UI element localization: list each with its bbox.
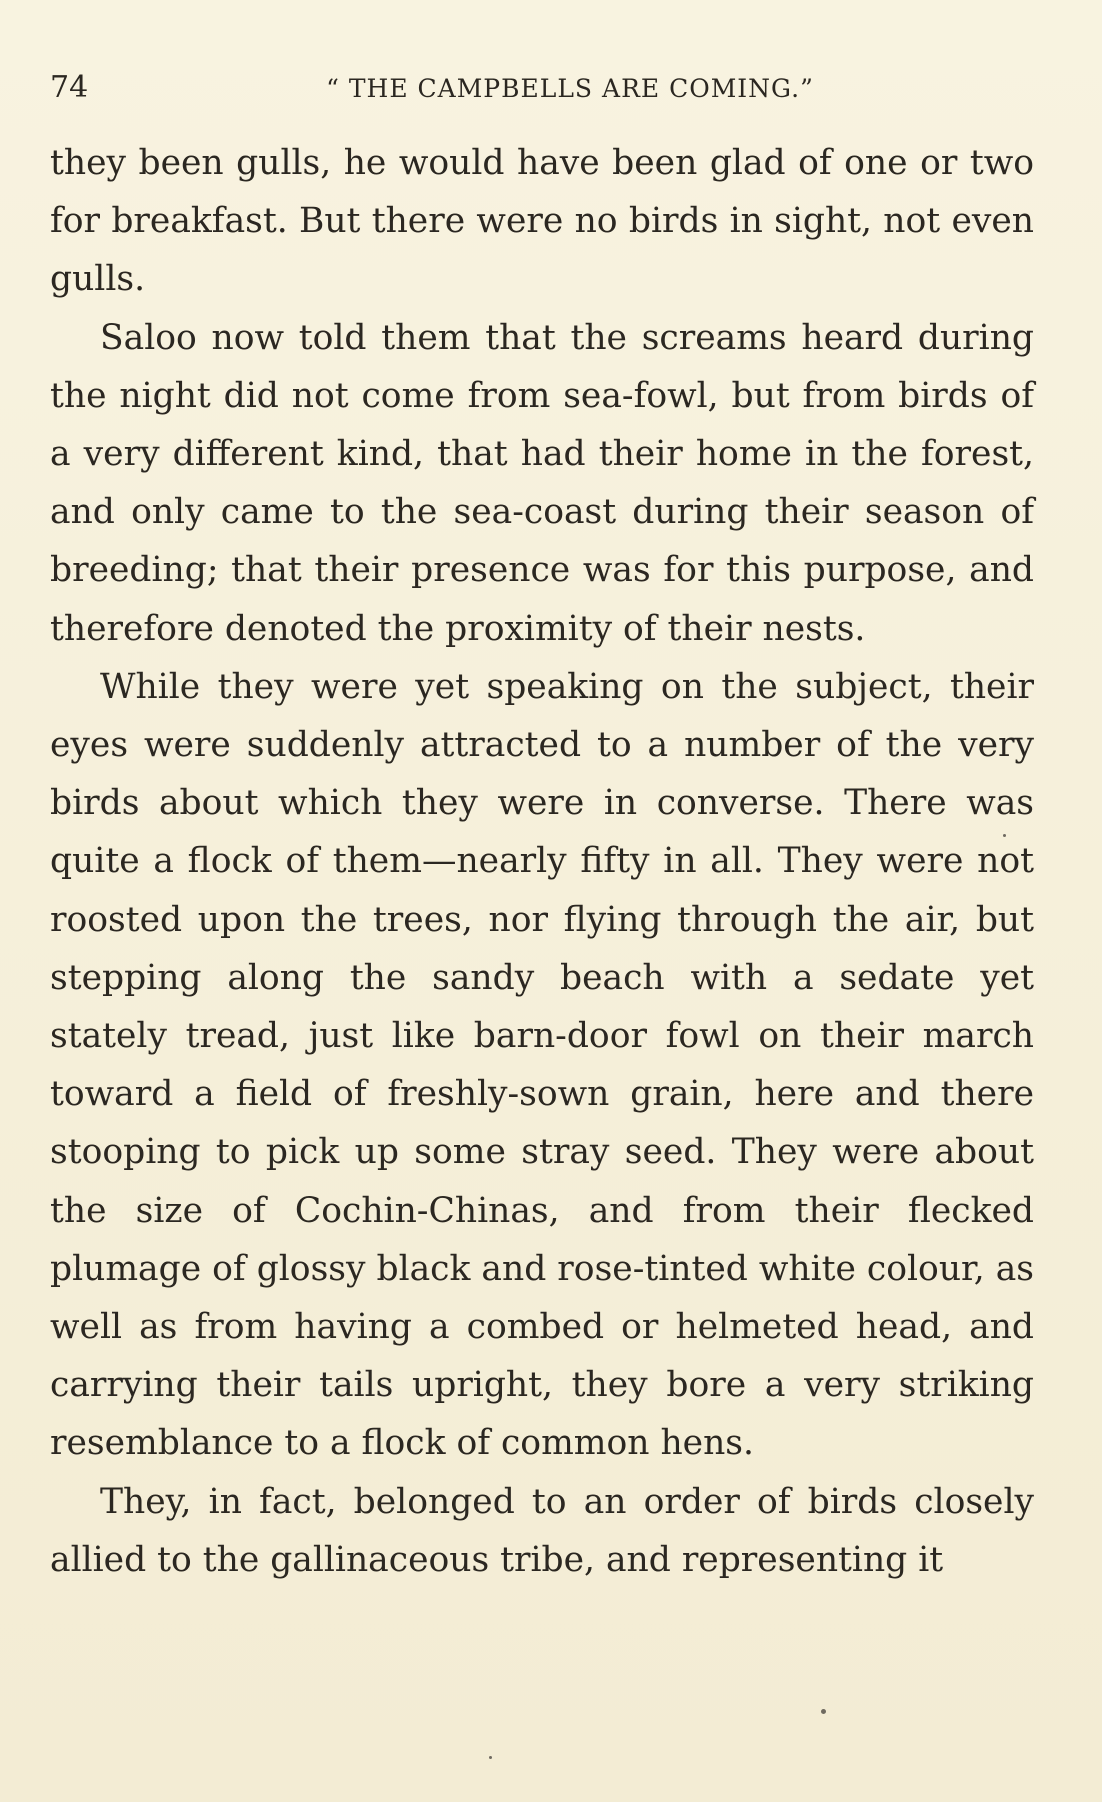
paragraph-2: Saloo now told them that the screams heard during the night did not come from sea-fowl, but from birds of a very different kind, that had their home in the forest, and only came to the sea-coast during their season of breeding; that their presence was for this purpose, and therefore denoted the proximity of their nests.	[50, 317, 1034, 649]
page-number: 74	[50, 70, 89, 105]
paragraph-3: While they were yet speaking on the subject, their eyes were suddenly attracted to a number of the very birds about which they were in converse. There was quite a flock of them—nearly fifty in all. They were not roosted upon the trees, nor flying through the air, but stepping along the sandy beach with a sedate yet stately tread, just like barn-door fowl on their march toward a field of freshly-sown grain, here and there stooping to pick up some stray seed. They were about the size of Cochin-Chinas, and from their flecked plumage of glossy black and rose-tinted white colour, as well as from having a combed or helmeted head, and carrying their tails upright, they bore a very striking resemblance to a flock of common hens.	[50, 666, 1034, 1464]
body-text	[50, 134, 1034, 1589]
paragraph-4: They, in fact, belonged to an order of birds closely allied to the gallinaceous tribe, and representing it	[50, 1481, 1034, 1580]
paper-speck	[821, 1709, 826, 1714]
running-title: “ THE CAMPBELLS ARE COMING.”	[326, 74, 814, 103]
page-header	[50, 70, 1030, 110]
paper-speck	[489, 1756, 492, 1759]
paragraph-1: they been gulls, he would have been glad of one or two for breakfast. But there were no birds in sight, not even gulls.	[50, 143, 1034, 300]
paper-speck	[1003, 834, 1006, 837]
